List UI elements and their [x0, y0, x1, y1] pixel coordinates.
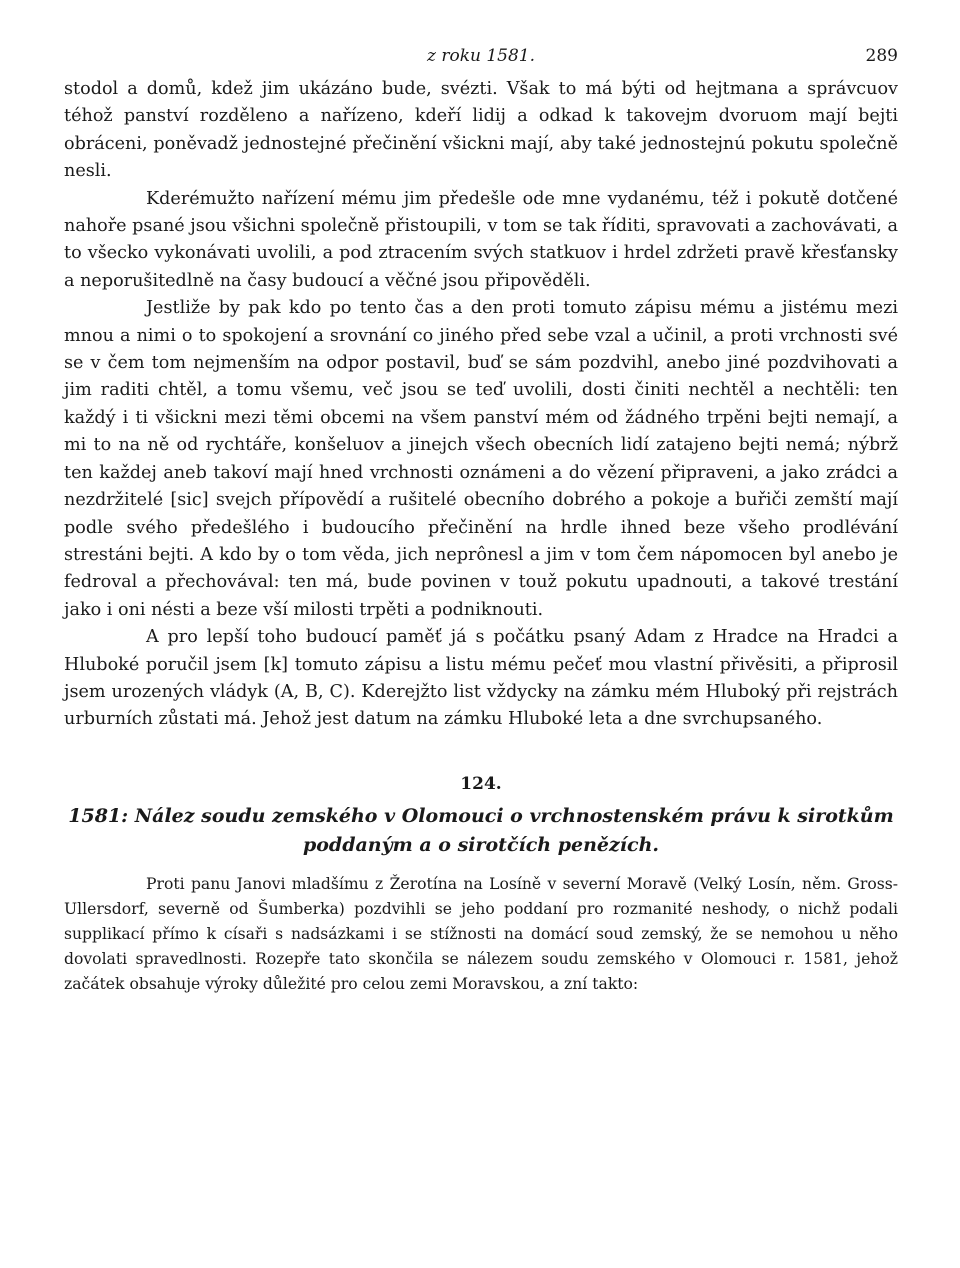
- document-abstract: Proti panu Janovi mladšímu z Žerotína na Losíně v severní Moravě (Velký Losín, něm. Gross-Ullersdorf, severně od Šumberka) pozdvihli se jeho poddaní pro rozmanité neshody, o nichž podali supplikací přímo k císaři s nadsázkami i se stížnosti na domácí soud zemský, že se nemohou u něho dovolati spravedlnosti. Rozepře tato skončila se nálezem soudu zemského v Olomouci r. 1581, jehož začátek obsahuje výroky důležité pro celou zemi Moravskou, a zní takto:: [64, 874, 898, 993]
- paragraph: A pro lepší toho budoucí paměť já s počátku psaný Adam z Hradce na Hradci a Hluboké poručil jsem [k] tomuto zápisu a listu mému pečeť mou vlastní přivěsiti, a připrosil jsem urozených vládyk (A, B, C). Kderejžto list vždycky na zámku mém Hluboký při rejstrách urburních zůstati má. Jehož jest datum na zámku Hluboké leta a dne svrchupsaného.: [64, 627, 898, 730]
- section-spacer: [64, 734, 898, 774]
- book-page: [64, 46, 898, 997]
- paragraph-continued: stodol a domů, kdež jim ukázáno bude, svézti. Však to má býti od hejtmana a správcuov téhož panství rozděleno a nařízeno, kdeří lidij a odkad k takovejm dvoruom mají bejti obráceni, poněvadž jednostejné přečinění všickni mají, aby také jednostejnú pokutu společně nesli.: [64, 79, 898, 182]
- document-number: 124.: [460, 773, 502, 794]
- document-title-line: poddaným a o sirotčích penězích.: [302, 833, 660, 856]
- paragraph: Jestliže by pak kdo po tento čas a den proti tomuto zápisu mému a jistému mezi mnou a nimi o to spokojení a srovnání co jiného před sebe vzal a učinil, a proti vrchnosti své se v čem tom nejmenším na odpor postavil, buď se sám pozdvihl, anebo jiné pozdvihovati a jim raditi chtěl, a tomu všemu, več jsou se teď uvolili, dosti činiti nechtěl a nechtěli: ten každý i ti všickni mezi těmi obcemi na všem panství mém od žádného trpěni bejti nemají, a mi to na ně od rychtáře, konšeluov a jinejch všech obecních lidí zatajeno bejti nemá; nýbrž ten každej aneb takoví mají hned vrchnosti oznámeni a do vězení připraveni, a jako zrádci a nezdržitelé [sic] svejch přípovědí a rušitelé obecního dobrého a pokoje a buřiči zemští mají podle svého předešlého i budoucího přečinění na hrdle ihned beze všeho prodlévání strestáni bejti. A kdo by o tom věda, jich neprônesl a jim v tom čem nápomocen byl anebo je fedroval a přechovával: ten má, bude povinen v touž pokutu upadnouti, a takové trestání jako i oni nésti a beze vší milosti trpěti a podniknouti.: [64, 298, 898, 620]
- page-number: 289: [865, 46, 898, 66]
- page-header: [64, 46, 898, 76]
- document-title: [64, 802, 898, 860]
- document-title-line: 1581: Nález soudu zemského v Olomouci o vrchnostenském právu k sirotkům: [68, 804, 894, 827]
- paragraph: Kderémužto nařízení mému jim předešle ode mne vydanému, též i pokutě dotčené nahoře psané jsou všichni společně přistoupili, v tom se tak říditi, spravovati a zachovávati, a to všecko vykonávati uvolili, a pod ztracením svých statkuov i hrdel zdržeti pravě křesťansky a neporušitedlně na časy budoucí a věčné jsou připověděli.: [64, 188, 898, 291]
- running-title: z roku 1581.: [426, 46, 536, 66]
